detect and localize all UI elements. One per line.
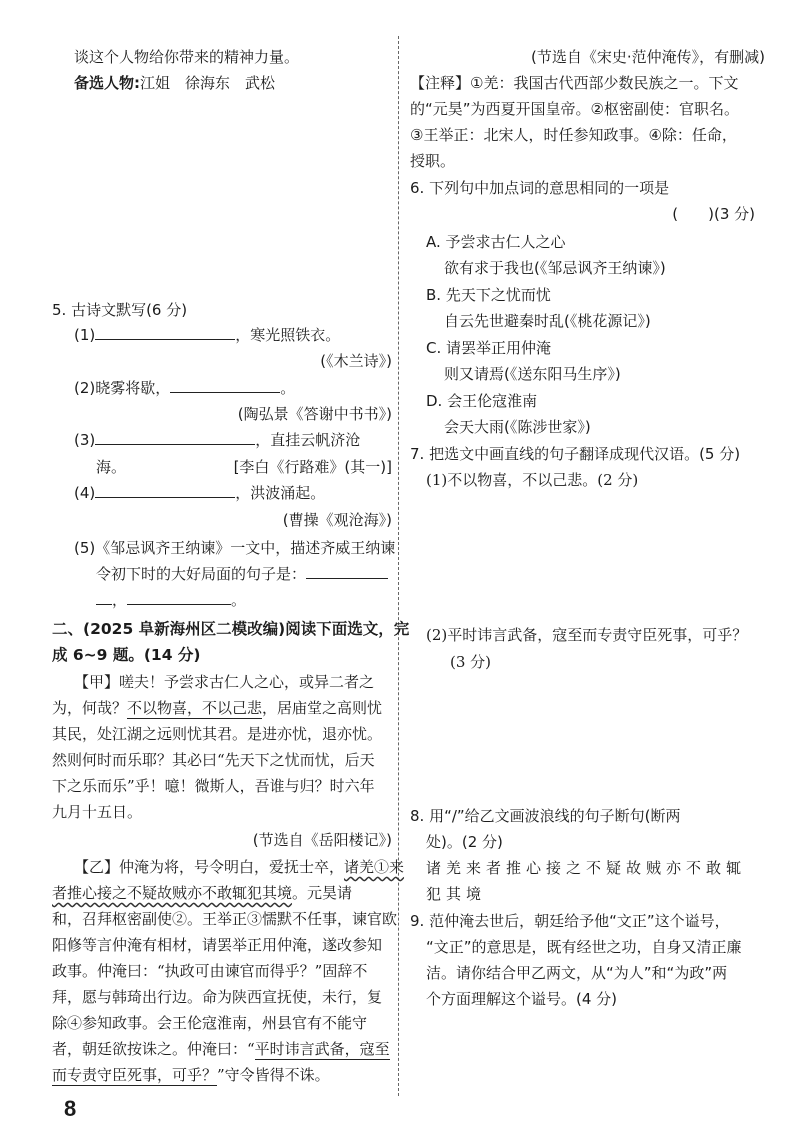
q5-3-blank[interactable]	[95, 428, 255, 445]
q8-sentence-2[interactable]: 犯其境	[426, 885, 487, 903]
yi-underlined-end: 而专责守臣死事，可乎？	[52, 1066, 218, 1084]
q5-1-source: (《木兰诗》)	[320, 352, 392, 370]
note-line-2: 的“元昊”为西夏开国皇帝。②枢密副使：官职名。	[410, 100, 739, 118]
q8-line-2: 处)。(2 分)	[426, 833, 503, 851]
q6-option-b[interactable]: B. 先天下之忧而忧	[426, 286, 551, 304]
yi-line-7: 除④参知政事。会王伦寇淮南，州县官有不能守	[52, 1014, 368, 1032]
yi-l8-a: 者，朝廷欲按诛之。仲淹曰：“	[52, 1040, 255, 1058]
note-line-1: 【注释】①羌：我国古代西部少数民族之一。下文	[410, 74, 739, 92]
q5-4-source: (曹操《观沧海》)	[282, 511, 392, 529]
q5-5-blank-2[interactable]	[127, 588, 231, 605]
q5-1	[74, 323, 340, 347]
jia-line-6: 九月十五日。	[52, 803, 143, 821]
yi-line-8	[52, 1037, 390, 1061]
q5-1-blank[interactable]	[95, 323, 235, 340]
q7-1: (1)不以物喜，不以己悲。(2 分)	[426, 471, 639, 489]
q6-score: ( )(3 分)	[672, 205, 755, 223]
q5-5-blank-1b[interactable]	[96, 588, 112, 605]
yi-line-5: 政事。仲淹曰：“执政可由谏官而得乎？”固辞不	[52, 962, 368, 980]
q7-2: (2)平时讳言武备，寇至而专责守臣死事，可乎？	[426, 626, 748, 644]
jia-line-2	[52, 696, 382, 720]
q5-2	[74, 376, 295, 400]
section2-line2: 成 6~9 题。(14 分)	[52, 646, 201, 664]
q5-2-end: 。	[280, 379, 296, 397]
q5-5-prompt: 令初下时的大好局面的句子是：	[96, 565, 307, 583]
yi-l1-a: 【乙】仲淹为将，号令明白，爱抚士卒，	[74, 858, 345, 876]
q9-line-2: “文正”的意思是，既有经世之功，自身又清正廉	[426, 938, 742, 956]
yi-line-9	[52, 1063, 330, 1087]
q6-option-b-compare: 自云先世避秦时乱(《桃花源记》)	[444, 312, 651, 330]
q5-5-line1: (5)《邹忌讽齐王纳谏》一文中，描述齐威王纳谏	[74, 539, 396, 557]
q5-title: 5. 古诗文默写(6 分)	[52, 301, 188, 319]
yi-line-3: 和，召拜枢密副使②。王举正③懦默不任事，谏官欧	[52, 910, 398, 928]
yi-l2-b: 。元昊请	[292, 884, 353, 902]
q6-option-a-compare: 欲有求于我也(《邹忌讽齐王纳谏》)	[444, 259, 666, 277]
q5-3-cont: 海。	[96, 458, 127, 476]
section2-line1: 二、(2025 阜新海州区二模改编)阅读下面选文，完	[52, 620, 410, 638]
q7-2-score: (3 分)	[450, 653, 492, 671]
q5-4-text: ，洪波涌起。	[235, 484, 326, 502]
yi-l9-b: ”守令皆得不诛。	[217, 1066, 330, 1084]
jia-l2-a: 为，何哉？	[52, 699, 128, 717]
q6-option-d-compare: 会天大雨(《陈涉世家》)	[444, 418, 591, 436]
yi-line-1	[74, 855, 404, 879]
yi-wavy-start: 诸羌①来	[344, 858, 405, 876]
q5-5-end: 。	[231, 591, 247, 609]
q5-5-line2	[96, 562, 388, 586]
yi-source: (节选自《宋史·范仲淹传》，有删减)	[531, 48, 765, 66]
q5-1-num: (1)	[74, 326, 96, 344]
yi-line-2	[52, 881, 352, 905]
q8-line-1: 8. 用“/”给乙文画波浪线的句子断句(断两	[410, 807, 681, 825]
q5-5-blank-1[interactable]	[306, 562, 388, 579]
q7-title: 7. 把选文中画直线的句子翻译成现代汉语。(5 分)	[410, 445, 741, 463]
yi-underlined-start: 平时讳言武备，寇至	[254, 1040, 390, 1058]
q6-option-a[interactable]: A. 予尝求古仁人之心	[426, 233, 566, 251]
candidates	[74, 71, 275, 95]
jia-line-5: 下之乐而乐”乎！噫！微斯人，吾谁与归？时六年	[52, 777, 375, 795]
q5-2-blank[interactable]	[170, 376, 280, 393]
note-line-4: 授职。	[410, 152, 456, 170]
yi-line-6: 拜，愿与韩琦出行边。命为陕西宣抚使，未行，复	[52, 988, 383, 1006]
jia-line-1: 【甲】嗟夫！予尝求古仁人之心，或异二者之	[74, 673, 375, 691]
q5-1-text: ，寒光照铁衣。	[235, 326, 341, 344]
jia-underlined-sentence: 不以物喜，不以己悲	[127, 699, 263, 717]
jia-source: (节选自《岳阳楼记》)	[252, 831, 392, 849]
q5-3	[74, 428, 360, 452]
candidates-label: 备选人物:	[74, 74, 140, 92]
q9-line-3: 洁。请你结合甲乙两文，从“为人”和“为政”两	[426, 964, 728, 982]
q5-3-text: ，直挂云帆济沧	[255, 431, 361, 449]
q5-5-line3	[96, 588, 246, 612]
q6-option-c-compare: 则又请焉(《送东阳马生序》)	[444, 365, 621, 383]
yi-wavy-sentence: 者推心接之不疑故贼亦不敢辄犯其境	[52, 884, 293, 902]
jia-line-4: 然则何时而乐耶？其必曰“先天下之忧而忧，后天	[52, 751, 375, 769]
q6-option-c[interactable]: C. 请罢举正用仲淹	[426, 339, 552, 357]
intro-line: 谈这个人物给你带来的精神力量。	[74, 48, 300, 66]
q6-option-d[interactable]: D. 会王伦寇淮南	[426, 392, 538, 410]
yi-line-4: 阳修等言仲淹有相材，请罢举正用仲淹，遂改参知	[52, 936, 383, 954]
page-number: 8	[64, 1096, 77, 1121]
column-divider	[398, 36, 399, 1096]
q9-line-4: 个方面理解这个谥号。(4 分)	[426, 990, 618, 1008]
jia-line-3: 其民，处江湖之远则忧其君。是进亦忧，退亦忧。	[52, 725, 383, 743]
q6-title: 6. 下列句中加点词的意思相同的一项是	[410, 179, 670, 197]
candidates-list: 江姐 徐海东 武松	[140, 74, 276, 92]
q9-line-1: 9. 范仲淹去世后，朝廷给予他“文正”这个谥号，	[410, 912, 730, 930]
q5-3-source: [李白《行路难》(其一)]	[233, 458, 392, 476]
jia-l2-b: ，居庙堂之高则忧	[262, 699, 383, 717]
q8-sentence-1[interactable]: 诸羌来者推心接之不疑故贼亦不敢辄	[426, 859, 747, 877]
q5-5-sep: ，	[112, 591, 128, 609]
q5-4-blank[interactable]	[95, 481, 235, 498]
q5-3-num: (3)	[74, 431, 96, 449]
q5-4-num: (4)	[74, 484, 96, 502]
note-line-3: ③王举正：北宋人，时任参知政事。④除：任命，	[410, 126, 737, 144]
q5-2-text: (2)晓雾将歇，	[74, 379, 171, 397]
q5-2-source: (陶弘景《答谢中书书》)	[237, 405, 392, 423]
q5-4	[74, 481, 325, 505]
